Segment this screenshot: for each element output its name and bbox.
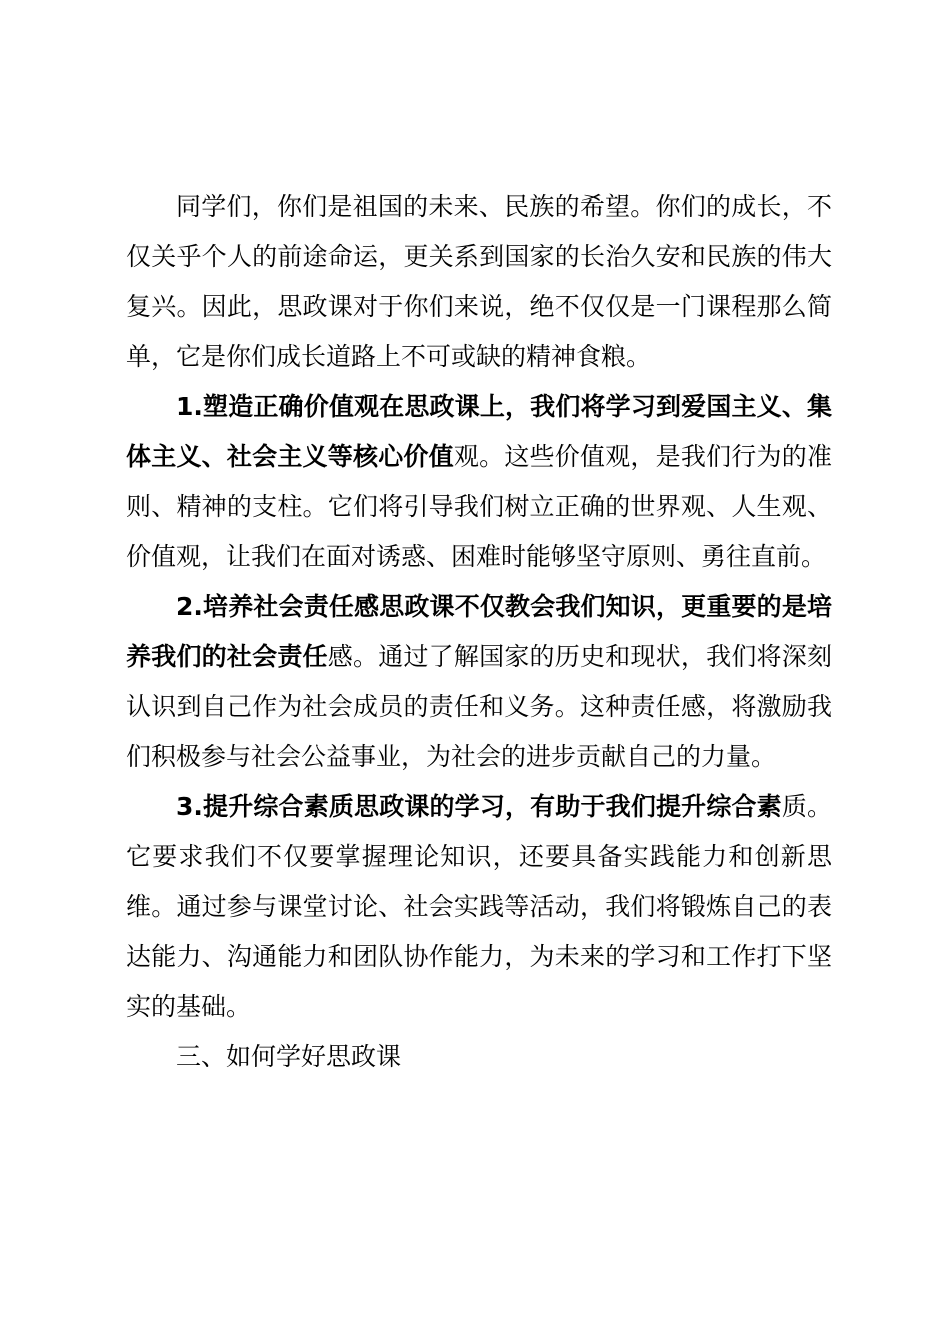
document-body [126, 182, 832, 1082]
section-heading-text: 三、如何学好思政课 [176, 1042, 402, 1071]
paragraph-point-2 [126, 582, 832, 782]
point-2-bold-lead: 2.培养社会责任感思政课不仅教会我们知识，更重要的是培养我们的社会责任 [126, 592, 832, 671]
point-1-text: 观。这些价值观，是我们行为的准则、精神的支柱。它们将引导我们树立正确的世界观、人生观、价值观，让我们在面对诱惑、困难时能够坚守原则、勇往直前。 [126, 442, 832, 571]
section-heading [126, 1032, 832, 1082]
paragraph-intro [126, 182, 832, 382]
paragraph-point-1 [126, 382, 832, 582]
point-3-text: 质。它要求我们不仅要掌握理论知识，还要具备实践能力和创新思维。通过参与课堂讨论、社会实践等活动，我们将锻炼自己的表达能力、沟通能力和团队协作能力，为未来的学习和工作打下坚实的基础。 [126, 792, 832, 1021]
paragraph-point-3 [126, 782, 832, 1032]
point-2-text: 感。通过了解国家的历史和现状，我们将深刻认识到自己作为社会成员的责任和义务。这种责任感，将激励我们积极参与社会公益事业，为社会的进步贡献自己的力量。 [126, 642, 832, 771]
point-3-bold-lead: 3.提升综合素质思政课的学习，有助于我们提升综合素 [176, 792, 782, 821]
paragraph-intro-text: 同学们，你们是祖国的未来、民族的希望。你们的成长，不仅关乎个人的前途命运，更关系到国家的长治久安和民族的伟大复兴。因此，思政课对于你们来说，绝不仅仅是一门课程那么简单，它是你们成长道路上不可或缺的精神食粮。 [126, 192, 832, 371]
point-1-bold-lead: 1.塑造正确价值观在思政课上，我们将学习到爱国主义、集体主义、社会主义等核心价值 [126, 392, 832, 471]
